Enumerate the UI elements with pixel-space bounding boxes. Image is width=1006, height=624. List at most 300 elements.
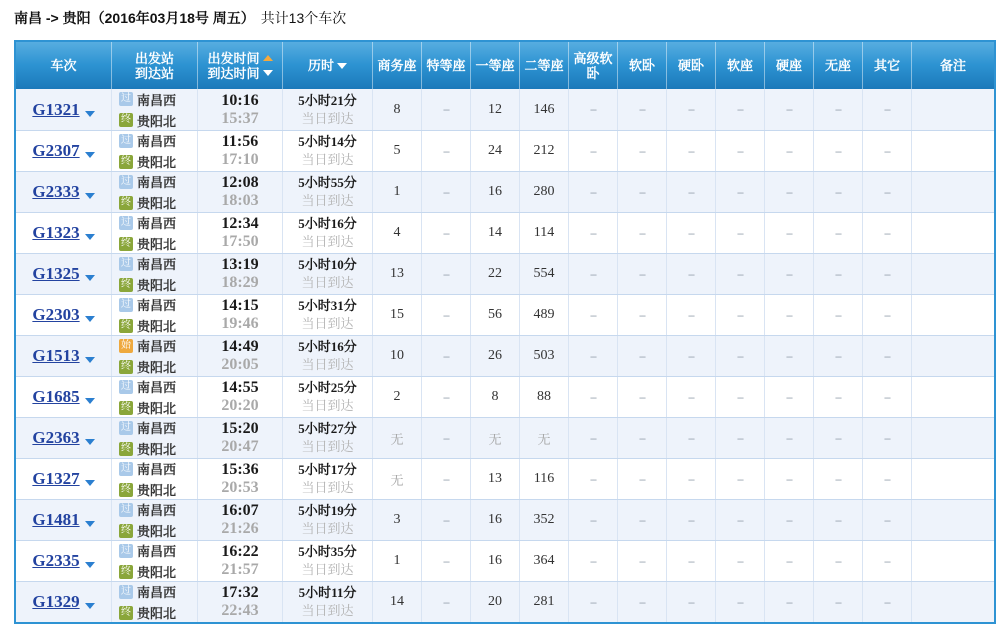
header-duration-sort[interactable]: 历时 bbox=[282, 42, 372, 89]
seat-cell bbox=[617, 213, 666, 253]
seat-cell bbox=[764, 377, 813, 417]
duration-text: 5小时16分 bbox=[298, 216, 357, 231]
seat-value: -- bbox=[688, 307, 694, 322]
seat-value: -- bbox=[443, 225, 449, 240]
table-row bbox=[16, 89, 994, 130]
seat-value: -- bbox=[443, 389, 449, 404]
duration-cell bbox=[282, 213, 372, 253]
seat-value: -- bbox=[639, 594, 645, 609]
seat-value: -- bbox=[786, 143, 792, 158]
seat-value: -- bbox=[737, 307, 743, 322]
remark-cell bbox=[911, 89, 994, 130]
expand-caret-icon[interactable] bbox=[85, 603, 95, 609]
seat-value: 22 bbox=[488, 266, 502, 281]
arrive-day-text: 当日到达 bbox=[301, 275, 354, 290]
duration-cell bbox=[282, 377, 372, 417]
seat-cell bbox=[568, 459, 617, 499]
seat-cell bbox=[862, 377, 911, 417]
train-link[interactable]: G2363 bbox=[32, 428, 80, 447]
seat-value: -- bbox=[688, 184, 694, 199]
dep-station: 南昌西 bbox=[137, 257, 177, 272]
dep-time: 17:32 bbox=[221, 584, 259, 601]
seat-value: -- bbox=[884, 307, 890, 322]
seat-cell bbox=[421, 459, 470, 499]
expand-caret-icon[interactable] bbox=[85, 398, 95, 404]
seat-cell bbox=[470, 89, 519, 130]
seat-cell bbox=[813, 131, 862, 171]
seat-value: -- bbox=[835, 225, 841, 240]
seat-value: -- bbox=[786, 307, 792, 322]
stations-cell bbox=[111, 213, 197, 253]
header-train-no: 车次 bbox=[50, 58, 77, 73]
pass-station-icon: 过 bbox=[121, 216, 131, 228]
dep-station: 南昌西 bbox=[137, 462, 177, 477]
seat-cell bbox=[519, 418, 568, 458]
seat-cell bbox=[764, 336, 813, 376]
seat-value: -- bbox=[688, 266, 694, 281]
seat-cell bbox=[617, 500, 666, 540]
train-link[interactable]: G2303 bbox=[32, 305, 80, 324]
duration-text: 5小时10分 bbox=[298, 257, 357, 272]
page-title bbox=[14, 8, 346, 28]
seat-cell bbox=[421, 418, 470, 458]
seat-cell bbox=[421, 500, 470, 540]
seat-cell bbox=[372, 582, 421, 622]
arr-station: 贵阳北 bbox=[137, 483, 177, 498]
seat-cell bbox=[666, 213, 715, 253]
seat-cell bbox=[666, 295, 715, 335]
expand-caret-icon[interactable] bbox=[85, 152, 95, 158]
seat-value: -- bbox=[786, 348, 792, 363]
arr-time: 18:29 bbox=[221, 274, 259, 291]
dep-station: 南昌西 bbox=[137, 216, 177, 231]
seat-value: -- bbox=[737, 184, 743, 199]
seat-value: -- bbox=[884, 143, 890, 158]
route-title: 南昌 -> 贵阳（2016年03月18号 周五） bbox=[14, 10, 255, 26]
dep-time: 15:36 bbox=[221, 461, 259, 478]
dep-time: 10:16 bbox=[221, 91, 259, 109]
seat-cell bbox=[421, 541, 470, 581]
seat-value: 281 bbox=[533, 594, 555, 609]
seat-value: -- bbox=[688, 512, 694, 527]
stations-cell bbox=[111, 377, 197, 417]
arr-station: 贵阳北 bbox=[137, 319, 177, 334]
terminal-station-icon: 终 bbox=[121, 237, 131, 249]
dep-time: 16:07 bbox=[221, 502, 259, 519]
seat-value: -- bbox=[590, 225, 596, 240]
train-count: 共计13个车次 bbox=[260, 10, 347, 26]
seat-cell bbox=[470, 213, 519, 253]
times-cell bbox=[197, 541, 282, 581]
dep-station: 南昌西 bbox=[137, 503, 177, 518]
seat-cell bbox=[813, 295, 862, 335]
train-link[interactable]: G1481 bbox=[32, 510, 80, 529]
seat-cell bbox=[862, 172, 911, 212]
seat-value: -- bbox=[443, 348, 449, 363]
seat-cell bbox=[617, 172, 666, 212]
seat-cell bbox=[421, 89, 470, 130]
seat-cell bbox=[470, 459, 519, 499]
seat-cell bbox=[715, 459, 764, 499]
seat-value: -- bbox=[443, 266, 449, 281]
table-header-row bbox=[16, 42, 994, 89]
pass-station-icon: 过 bbox=[121, 503, 131, 515]
dep-station: 南昌西 bbox=[137, 585, 177, 600]
seat-value: 12 bbox=[488, 101, 502, 117]
seat-value: 16 bbox=[488, 512, 502, 527]
seat-value: 无 bbox=[488, 431, 502, 447]
seat-cell bbox=[421, 336, 470, 376]
seat-cell bbox=[862, 89, 911, 130]
seat-value: -- bbox=[835, 430, 841, 445]
seat-value: 8 bbox=[393, 101, 401, 117]
stations-cell bbox=[111, 582, 197, 622]
remark-cell bbox=[911, 131, 994, 171]
train-link[interactable]: G2333 bbox=[32, 182, 80, 201]
seat-cell bbox=[715, 172, 764, 212]
pass-station-icon: 过 bbox=[121, 134, 131, 146]
seat-value: -- bbox=[835, 307, 841, 322]
expand-caret-icon[interactable] bbox=[85, 562, 95, 568]
arrive-day-text: 当日到达 bbox=[301, 439, 354, 454]
terminal-station-icon: 终 bbox=[121, 360, 131, 372]
seat-value: -- bbox=[590, 430, 596, 445]
train-link[interactable]: G1323 bbox=[32, 223, 80, 242]
seat-value: -- bbox=[590, 266, 596, 281]
seat-cell bbox=[519, 295, 568, 335]
seat-value: 503 bbox=[533, 348, 555, 363]
arr-station: 贵阳北 bbox=[137, 524, 177, 539]
seat-value: -- bbox=[639, 102, 645, 116]
seat-cell bbox=[568, 541, 617, 581]
expand-caret-icon[interactable] bbox=[85, 275, 95, 281]
seat-cell bbox=[715, 541, 764, 581]
seat-value: -- bbox=[639, 348, 645, 363]
seat-value: 16 bbox=[488, 184, 502, 199]
remark-cell bbox=[911, 541, 994, 581]
expand-caret-icon[interactable] bbox=[85, 439, 95, 445]
terminal-station-icon: 终 bbox=[121, 483, 131, 495]
header-stations bbox=[111, 42, 197, 89]
expand-caret-icon[interactable] bbox=[85, 521, 95, 527]
seat-cell bbox=[813, 89, 862, 130]
seat-cell bbox=[470, 500, 519, 540]
seat-value: -- bbox=[590, 348, 596, 363]
seat-cell bbox=[764, 541, 813, 581]
remark-cell bbox=[911, 377, 994, 417]
seat-value: 24 bbox=[488, 143, 502, 158]
table-row bbox=[16, 540, 994, 581]
train-cell bbox=[16, 500, 111, 540]
expand-caret-icon[interactable] bbox=[85, 316, 95, 322]
seat-cell bbox=[813, 336, 862, 376]
seat-cell bbox=[519, 336, 568, 376]
seat-value: -- bbox=[786, 389, 792, 404]
seat-value: -- bbox=[835, 266, 841, 281]
train-link[interactable]: G2307 bbox=[32, 141, 80, 160]
seat-value: -- bbox=[737, 143, 743, 158]
duration-text: 5小时31分 bbox=[298, 298, 357, 313]
seat-value: -- bbox=[639, 143, 645, 158]
duration-text: 5小时17分 bbox=[298, 462, 357, 477]
seat-value: -- bbox=[590, 143, 596, 158]
seat-value: -- bbox=[443, 512, 449, 527]
arr-time: 20:20 bbox=[221, 397, 259, 414]
arrive-day-text: 当日到达 bbox=[301, 562, 354, 577]
terminal-station-icon: 终 bbox=[121, 606, 131, 618]
pass-station-icon: 过 bbox=[121, 175, 131, 187]
seat-cell bbox=[862, 295, 911, 335]
dep-station: 南昌西 bbox=[137, 92, 177, 108]
pass-station-icon: 过 bbox=[121, 421, 131, 433]
seat-value: -- bbox=[737, 266, 743, 281]
seat-value: 280 bbox=[533, 184, 555, 199]
seat-cell bbox=[813, 582, 862, 622]
seat-cell bbox=[666, 377, 715, 417]
seat-cell bbox=[813, 459, 862, 499]
seat-cell bbox=[470, 582, 519, 622]
seat-cell bbox=[715, 295, 764, 335]
duration-cell bbox=[282, 295, 372, 335]
times-cell bbox=[197, 213, 282, 253]
seat-value: -- bbox=[639, 430, 645, 445]
seat-value: 146 bbox=[533, 101, 555, 117]
seat-cell bbox=[519, 541, 568, 581]
times-cell bbox=[197, 377, 282, 417]
seat-cell bbox=[421, 295, 470, 335]
seat-cell bbox=[813, 541, 862, 581]
dep-station: 南昌西 bbox=[137, 298, 177, 313]
sort-asc-icon[interactable] bbox=[263, 55, 273, 61]
pass-station-icon: 过 bbox=[121, 298, 131, 310]
seat-cell bbox=[372, 131, 421, 171]
seat-cell bbox=[862, 582, 911, 622]
seat-value: -- bbox=[639, 389, 645, 404]
seat-value: -- bbox=[688, 389, 694, 404]
header-remark: 备注 bbox=[911, 42, 994, 89]
duration-text: 5小时11分 bbox=[298, 585, 357, 600]
seat-cell bbox=[715, 213, 764, 253]
seat-value: -- bbox=[884, 102, 890, 116]
seat-value: -- bbox=[443, 143, 449, 158]
duration-cell bbox=[282, 459, 372, 499]
header-seat-col-0: 商务座 bbox=[372, 42, 421, 89]
train-cell bbox=[16, 336, 111, 376]
seat-cell bbox=[519, 213, 568, 253]
arrive-day-text: 当日到达 bbox=[301, 316, 354, 331]
seat-value: 14 bbox=[390, 594, 404, 609]
seat-cell bbox=[421, 582, 470, 622]
duration-text: 5小时19分 bbox=[298, 503, 357, 518]
train-cell bbox=[16, 459, 111, 499]
arr-time: 20:47 bbox=[221, 438, 259, 455]
remark-cell bbox=[911, 418, 994, 458]
pass-station-icon: 过 bbox=[121, 544, 131, 556]
stations-cell bbox=[111, 295, 197, 335]
train-link[interactable]: G1685 bbox=[32, 387, 80, 406]
train-link[interactable]: G1327 bbox=[32, 469, 80, 488]
seat-value: 364 bbox=[533, 553, 555, 568]
seat-cell bbox=[764, 172, 813, 212]
train-link[interactable]: G1329 bbox=[32, 592, 80, 611]
train-link[interactable]: G1513 bbox=[32, 346, 80, 365]
seat-cell bbox=[519, 377, 568, 417]
seat-value: -- bbox=[884, 266, 890, 281]
arrive-day-text: 当日到达 bbox=[301, 193, 354, 208]
table-row bbox=[16, 171, 994, 212]
table-row bbox=[16, 458, 994, 499]
seat-value: -- bbox=[688, 225, 694, 240]
terminal-station-icon: 终 bbox=[121, 442, 131, 454]
seat-cell bbox=[813, 418, 862, 458]
arr-station: 贵阳北 bbox=[137, 155, 177, 170]
arr-station: 贵阳北 bbox=[137, 237, 177, 252]
seat-value: 15 bbox=[390, 307, 404, 322]
arr-station: 贵阳北 bbox=[137, 565, 177, 580]
terminal-station-icon: 终 bbox=[121, 319, 131, 331]
seat-value: -- bbox=[786, 471, 792, 486]
seat-value: -- bbox=[443, 184, 449, 199]
seat-cell bbox=[862, 500, 911, 540]
expand-caret-icon[interactable] bbox=[85, 357, 95, 363]
seat-cell bbox=[372, 418, 421, 458]
seat-value: -- bbox=[688, 102, 694, 116]
duration-text: 5小时27分 bbox=[298, 421, 357, 436]
seat-cell bbox=[666, 418, 715, 458]
seat-value: -- bbox=[443, 553, 449, 568]
seat-cell bbox=[372, 89, 421, 130]
start-station-icon: 始 bbox=[121, 339, 131, 351]
pass-station-icon: 过 bbox=[121, 257, 131, 269]
arr-time: 19:46 bbox=[221, 315, 259, 332]
seat-value: -- bbox=[835, 553, 841, 568]
seat-cell bbox=[862, 418, 911, 458]
duration-cell bbox=[282, 500, 372, 540]
arr-time: 20:53 bbox=[221, 479, 259, 496]
header-times-sort[interactable]: 出发时间 到达时间 bbox=[197, 42, 282, 89]
expand-caret-icon[interactable] bbox=[85, 480, 95, 486]
seat-value: 20 bbox=[488, 594, 502, 609]
times-cell bbox=[197, 89, 282, 130]
seat-value: -- bbox=[443, 430, 449, 445]
seat-cell bbox=[813, 377, 862, 417]
seat-cell bbox=[715, 500, 764, 540]
duration-cell bbox=[282, 89, 372, 130]
seat-value: 3 bbox=[393, 512, 401, 527]
seat-value: -- bbox=[737, 594, 743, 609]
header-seat-col-9: 无座 bbox=[813, 42, 862, 89]
seat-cell bbox=[372, 254, 421, 294]
seat-value: -- bbox=[688, 348, 694, 363]
duration-cell bbox=[282, 541, 372, 581]
train-link[interactable]: G1325 bbox=[32, 264, 80, 283]
seat-cell bbox=[470, 295, 519, 335]
arrive-day-text: 当日到达 bbox=[301, 357, 354, 372]
header-seat-col-3: 二等座 bbox=[519, 42, 568, 89]
expand-caret-icon[interactable] bbox=[85, 111, 95, 117]
train-link[interactable]: G1321 bbox=[32, 99, 80, 119]
seat-cell bbox=[764, 418, 813, 458]
seat-cell bbox=[372, 213, 421, 253]
seat-cell bbox=[568, 131, 617, 171]
table-row bbox=[16, 212, 994, 253]
seat-cell bbox=[715, 336, 764, 376]
seat-cell bbox=[666, 500, 715, 540]
seat-value: -- bbox=[884, 553, 890, 568]
seat-cell bbox=[862, 131, 911, 171]
seat-value: -- bbox=[786, 553, 792, 568]
seat-cell bbox=[666, 254, 715, 294]
terminal-station-icon: 终 bbox=[121, 196, 131, 208]
seat-cell bbox=[764, 89, 813, 130]
remark-cell bbox=[911, 295, 994, 335]
seat-cell bbox=[862, 213, 911, 253]
seat-value: -- bbox=[835, 594, 841, 609]
seat-cell bbox=[666, 131, 715, 171]
seat-cell bbox=[813, 213, 862, 253]
expand-caret-icon[interactable] bbox=[85, 234, 95, 240]
seat-value: -- bbox=[639, 266, 645, 281]
seat-cell bbox=[617, 254, 666, 294]
seat-value: -- bbox=[835, 512, 841, 527]
train-link[interactable]: G2335 bbox=[32, 551, 80, 570]
seat-cell bbox=[470, 541, 519, 581]
seat-cell bbox=[715, 377, 764, 417]
seat-cell bbox=[666, 582, 715, 622]
pass-station-icon: 过 bbox=[121, 462, 131, 474]
seat-cell bbox=[813, 172, 862, 212]
seat-value: 无 bbox=[390, 431, 404, 447]
header-seat-col-8: 硬座 bbox=[764, 42, 813, 89]
seat-value: -- bbox=[835, 184, 841, 199]
seat-value: -- bbox=[639, 307, 645, 322]
times-cell bbox=[197, 254, 282, 294]
seat-cell bbox=[421, 172, 470, 212]
arr-time: 17:10 bbox=[221, 151, 259, 168]
stations-cell bbox=[111, 418, 197, 458]
seat-value: -- bbox=[737, 430, 743, 445]
remark-cell bbox=[911, 172, 994, 212]
expand-caret-icon[interactable] bbox=[85, 193, 95, 199]
arr-station: 贵阳北 bbox=[137, 401, 177, 416]
stations-cell bbox=[111, 131, 197, 171]
seat-cell bbox=[715, 418, 764, 458]
table-row bbox=[16, 499, 994, 540]
seat-value: -- bbox=[737, 225, 743, 240]
stations-cell bbox=[111, 459, 197, 499]
seat-value: -- bbox=[688, 553, 694, 568]
seat-value: 13 bbox=[390, 266, 404, 281]
sort-duration-icon[interactable] bbox=[337, 63, 347, 69]
arr-time: 17:50 bbox=[221, 233, 259, 250]
remark-cell bbox=[911, 459, 994, 499]
seat-value: -- bbox=[443, 102, 449, 116]
seat-cell bbox=[617, 377, 666, 417]
arrive-day-text: 当日到达 bbox=[301, 110, 354, 126]
seat-value: 无 bbox=[537, 431, 551, 447]
seat-value: 14 bbox=[488, 225, 502, 240]
seat-cell bbox=[862, 541, 911, 581]
sort-desc-icon[interactable] bbox=[263, 70, 273, 76]
seat-cell bbox=[568, 418, 617, 458]
remark-cell bbox=[911, 254, 994, 294]
arrive-day-text: 当日到达 bbox=[301, 480, 354, 495]
train-cell bbox=[16, 295, 111, 335]
seat-value: -- bbox=[835, 348, 841, 363]
seat-value: 8 bbox=[491, 389, 499, 404]
stations-cell bbox=[111, 172, 197, 212]
arr-time: 18:03 bbox=[221, 192, 259, 209]
